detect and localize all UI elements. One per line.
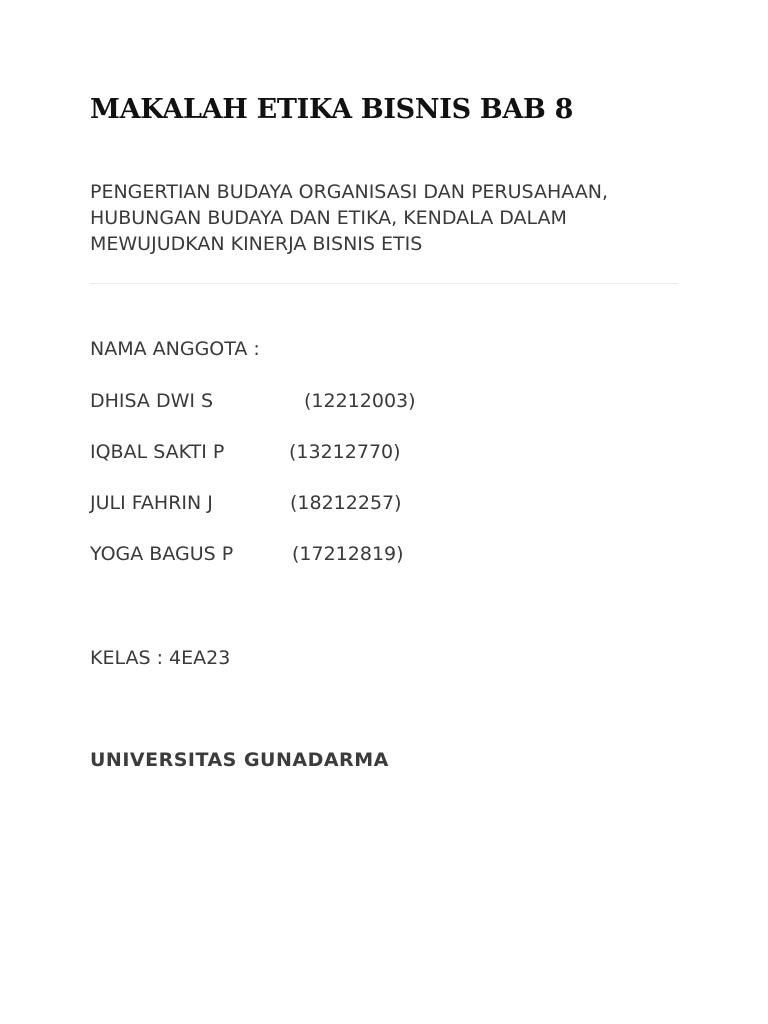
- member-nim: (12212003): [304, 390, 416, 412]
- member-row: [90, 542, 404, 566]
- section-divider: [90, 283, 678, 284]
- subtitle-line: HUBUNGAN BUDAYA DAN ETIKA, KENDALA DALAM: [90, 207, 567, 229]
- member-nim: (13212770): [289, 441, 401, 463]
- member-row: [90, 389, 416, 413]
- member-name: IQBAL SAKTI P: [90, 441, 225, 463]
- member-row: [90, 491, 402, 515]
- subtitle-line: MEWUJUDKAN KINERJA BISNIS ETIS: [90, 233, 423, 255]
- members-label: NAMA ANGGOTA :: [90, 338, 260, 360]
- member-row: [90, 440, 401, 464]
- member-nim: (18212257): [290, 492, 402, 514]
- subtitle-line: PENGERTIAN BUDAYA ORGANISASI DAN PERUSAHAAN,: [90, 181, 609, 203]
- member-name: DHISA DWI S: [90, 390, 214, 412]
- member-name: YOGA BAGUS P: [90, 543, 234, 565]
- document-title: MAKALAH ETIKA BISNIS BAB 8: [90, 94, 574, 125]
- university-name: UNIVERSITAS GUNADARMA: [90, 749, 389, 771]
- document-subtitle: [90, 179, 690, 257]
- member-name: JULI FAHRIN J: [90, 492, 213, 514]
- class-info: KELAS : 4EA23: [90, 647, 231, 669]
- member-nim: (17212819): [292, 543, 404, 565]
